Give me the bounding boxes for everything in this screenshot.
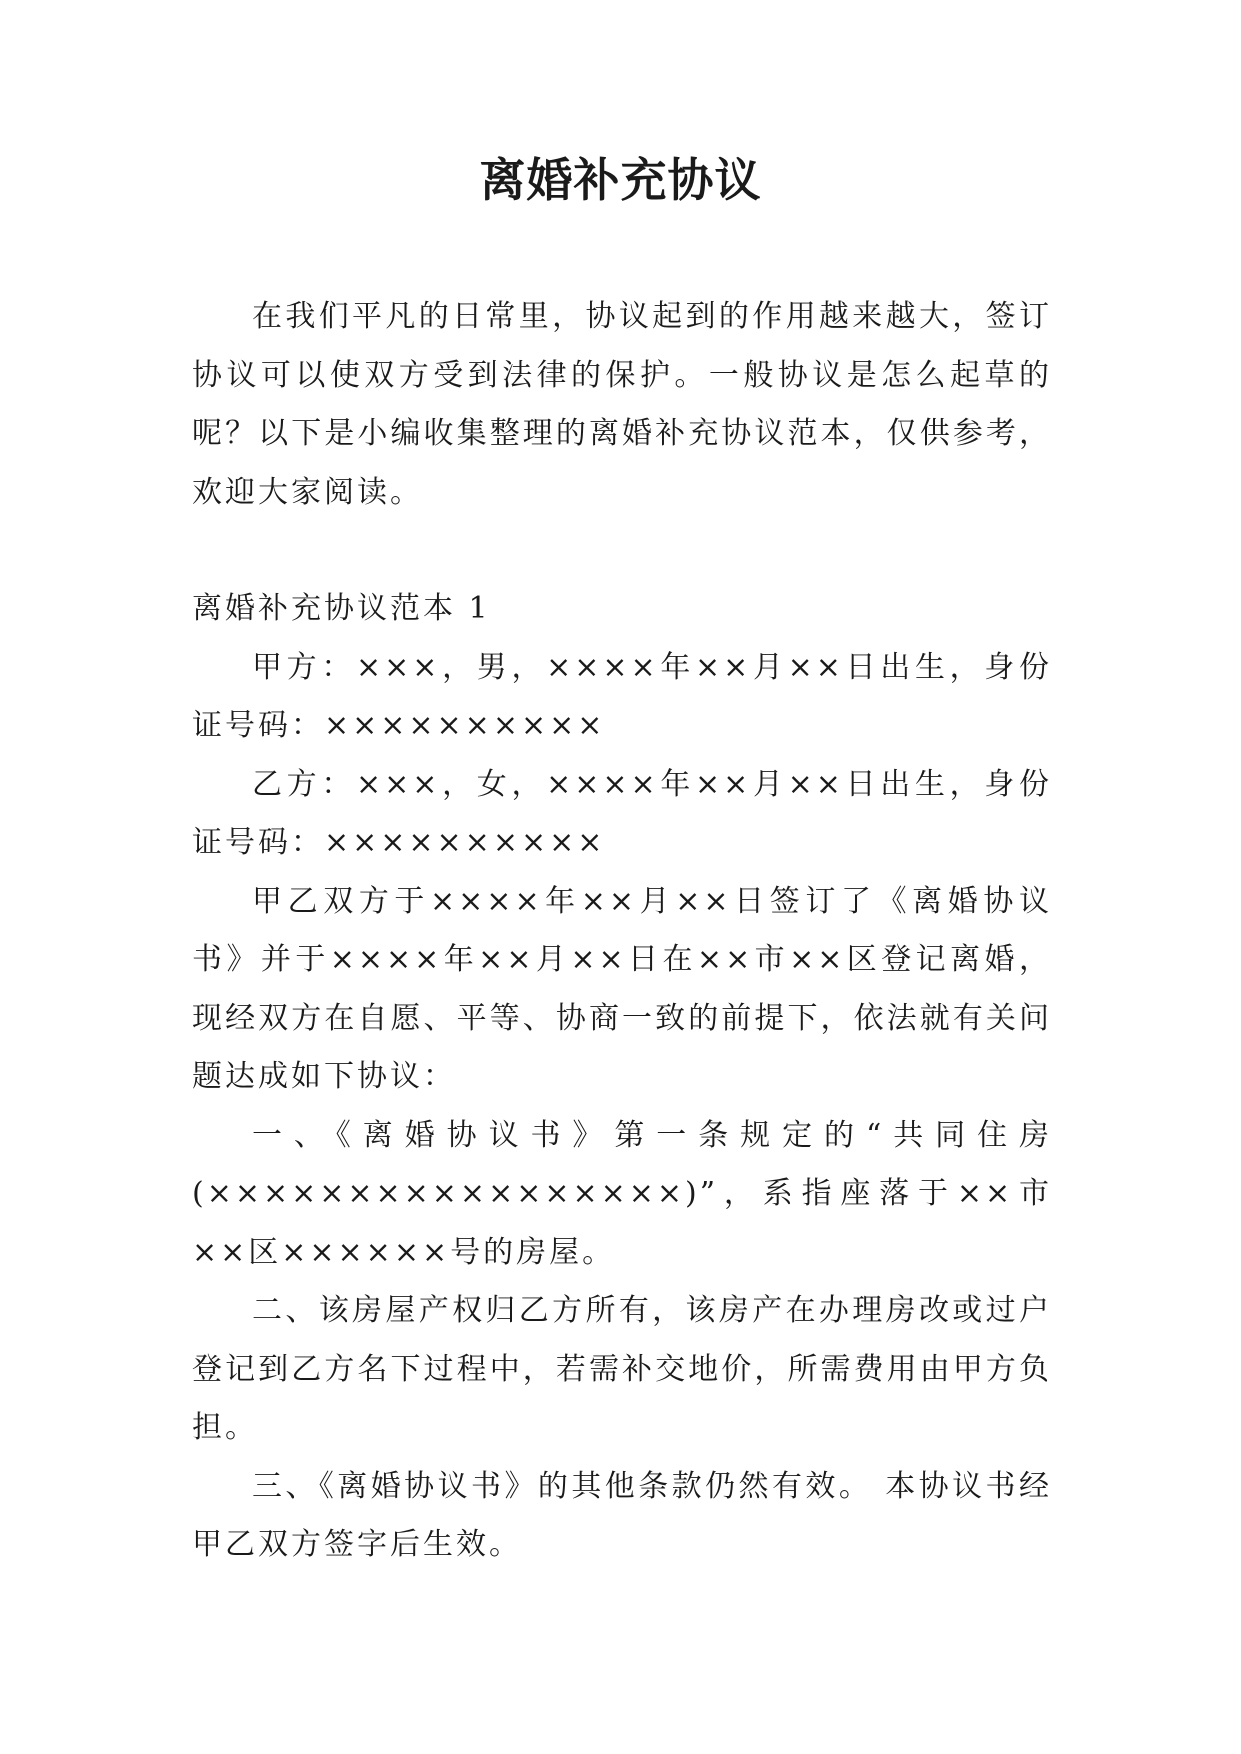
party-a-paragraph: 甲方：×××，男，××××年××月××日出生，身份证号码：×××××××××× bbox=[192, 649, 1052, 743]
section-heading: 离婚补充协议范本 1 bbox=[192, 591, 491, 626]
clause-1-paragraph: 一、《离婚协议书》第一条规定的“共同住房(×××××××××××××××××)”，系指座落于××市××区××××××号的房屋。 bbox=[192, 1117, 1052, 1270]
preamble-paragraph: 甲乙双方于××××年××月××日签订了《离婚协议书》并于××××年××月××日在××市××区登记离婚，现经双方在自愿、平等、协商一致的前提下，依法就有关问题达成如下协议： bbox=[192, 883, 1052, 1094]
document-title: 离婚补充协议 bbox=[479, 153, 762, 207]
clause-2-paragraph: 二、该房屋产权归乙方所有，该房产在办理房改或过户登记到乙方名下过程中，若需补交地价，所需费用由甲方负担。 bbox=[192, 1293, 1052, 1445]
intro-paragraph: 在我们平凡的日常里，协议起到的作用越来越大，签订协议可以使双方受到法律的保护。一般协议是怎么起草的呢？以下是小编收集整理的离婚补充协议范本，仅供参考，欢迎大家阅读。 bbox=[192, 299, 1052, 510]
clause-3-paragraph: 三、《离婚协议书》的其他条款仍然有效。 本协议书经甲乙双方签字后生效。 bbox=[192, 1468, 1052, 1562]
document-body bbox=[192, 288, 1052, 1575]
section-spacer bbox=[192, 522, 1052, 580]
party-b-paragraph: 乙方：×××，女，××××年××月××日出生，身份证号码：×××××××××× bbox=[192, 766, 1052, 860]
